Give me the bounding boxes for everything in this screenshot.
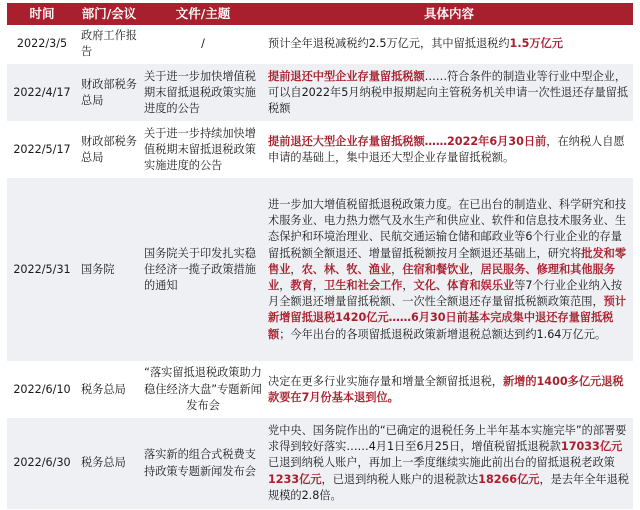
row-date: 2022/5/17 (7, 122, 77, 178)
detail-text: ， (279, 279, 291, 292)
detail-text: ，在纳税人自愿申请的基础上，集中退还大型企业存量留抵税额。 (268, 134, 625, 164)
highlight-text: 提前退还中型企业存量留抵税额 (268, 69, 425, 83)
row-detail (265, 64, 633, 122)
table-row (7, 64, 633, 122)
row-dept: 税务总局 (77, 418, 141, 510)
row-dept: 国务院 (77, 178, 141, 362)
row-doc: 国务院关于印发扎实稳住经济一揽子政策措施的通知 (141, 178, 265, 362)
row-dept: 财政部税务总局 (77, 64, 141, 122)
detail-text: ， (469, 262, 481, 276)
highlight-text: 住宿和餐饮业 (402, 262, 470, 276)
detail-text: 进一步加大增值税留抵退税政策力度。在已出台的制造业、科学研究和技术服务业、电力热力燃气及水生产和供应业、软件和信息技术服务业、生态保护和环境治理业、民航交通运输仓储和邮政业等6个行业企业的存量留抵税额全额退还、增量留抵税额按月全额退还基础上，研究将 (268, 197, 627, 260)
highlight-text: 预计新增留抵退税1420亿元……6月30日前基本完成集中退还存量留抵税额 (268, 295, 627, 341)
row-detail (265, 418, 633, 510)
row-dept: 政府工作报告 (77, 25, 141, 64)
row-detail (265, 178, 633, 362)
highlight-text: 17033亿元 (560, 440, 623, 454)
row-doc: / (141, 25, 265, 64)
highlight-text: 文化、体育和娱乐业 (413, 279, 515, 292)
detail-text: 已退到纳税人账户，再加上一季度继续实施此前出台的留抵退税老政策 (268, 456, 615, 470)
highlight-text: 1233亿元 (268, 472, 322, 486)
detail-text: 党中央、国务院作出的“已确定的退税任务上半年基本实施完毕”的部署要求得到较好落实……4月1日至6月25日，增值税留抵退税款 (268, 424, 627, 454)
table-row (7, 418, 633, 510)
highlight-text: 教育 (290, 279, 313, 292)
header-time: 时间 (7, 3, 77, 25)
policy-table (7, 3, 633, 510)
header-row (7, 3, 633, 25)
highlight-text: 1.5万亿元 (509, 37, 563, 51)
row-detail (265, 122, 633, 178)
row-date: 2022/6/30 (7, 418, 77, 510)
table-row (7, 362, 633, 418)
highlight-text: 18266亿元 (478, 472, 540, 486)
row-detail (265, 25, 633, 64)
detail-text: ， (312, 279, 324, 292)
row-doc: 落实新的组合式税费支持政策专题新闻发布会 (141, 418, 265, 510)
row-doc: 关于进一步持续加快增值税期末留抵退税政策实施进度的公告 (141, 122, 265, 178)
row-dept: 财政部税务总局 (77, 122, 141, 178)
detail-text: ，是去年全年退税规模的2.8倍。 (268, 472, 629, 502)
detail-text: 决定在更多行业实施存量和增量全额留抵退税， (268, 374, 503, 388)
table-row (7, 178, 633, 362)
row-dept: 税务总局 (77, 362, 141, 418)
detail-text: ；今年出台的各项留抵退税政策新增退税总额达到约1.64万亿元。 (279, 327, 607, 341)
detail-text: ……符合条件的制造业等行业中型企业，可以自2022年5月纳税申报期起向主管税务机关申请一次性退还存量留抵税额 (268, 69, 629, 115)
header-dept: 部门/会议 (77, 3, 141, 25)
header-doc: 文件/主题 (141, 3, 265, 25)
header-detail: 具体内容 (265, 3, 633, 25)
detail-text: ，已退到纳税人账户的退税款达 (321, 472, 479, 486)
table-row (7, 25, 633, 64)
highlight-text: 提前退还大型企业存量留抵税额……2022年6月30日前 (268, 134, 547, 148)
highlight-text: 批发和零售业 (268, 246, 627, 276)
highlight-text: 新增的1400多亿元退税款要在7月份基本退到位。 (268, 374, 624, 404)
row-date: 2022/3/5 (7, 25, 77, 64)
highlight-text: 居民服务、修理和其他服务业 (268, 262, 615, 292)
detail-text: ， (290, 262, 302, 276)
highlight-text: 农、林、牧、渔业 (301, 262, 392, 276)
detail-text: ， (391, 262, 403, 276)
row-date: 2022/5/31 (7, 178, 77, 362)
table-row (7, 122, 633, 178)
row-detail (265, 362, 633, 418)
detail-text: ， (402, 279, 414, 292)
row-doc: 关于进一步加快增值税期末留抵退税政策实施进度的公告 (141, 64, 265, 122)
row-date: 2022/4/17 (7, 64, 77, 122)
highlight-text: 卫生和社会工作 (324, 279, 403, 292)
row-doc: “落实留抵退税政策助力稳住经济大盘”专题新闻发布会 (141, 362, 265, 418)
detail-text: 等7个行业企业纳入按月全额退还增量留抵税额、一次性全额退还存量留抵税额政策范围， (268, 279, 623, 309)
row-date: 2022/6/10 (7, 362, 77, 418)
detail-text: 预计全年退税减税约2.5万亿元，其中留抵退税约 (268, 37, 510, 51)
